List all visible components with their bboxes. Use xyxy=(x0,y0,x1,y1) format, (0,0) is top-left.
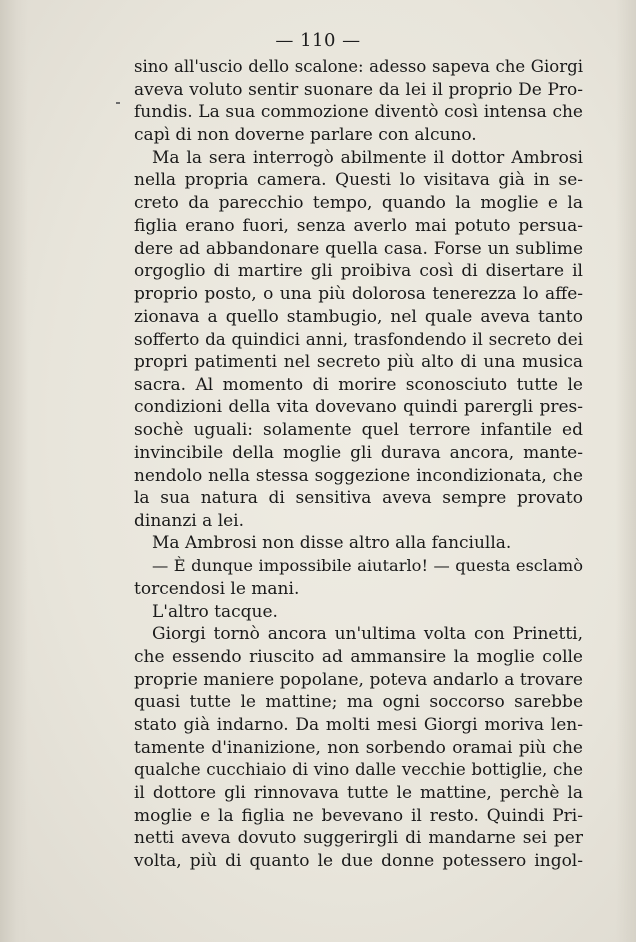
text-line: tamente d'inanizione, non sorbendo oramai più che xyxy=(134,737,583,758)
text-line: zionava a quello stambugio, nel quale aveva tanto xyxy=(134,306,583,327)
text-line: che essendo riuscito ad ammansire la moglie colle xyxy=(134,646,583,667)
page-gutter-shadow xyxy=(0,0,28,942)
text-line: netti aveva dovuto suggerirgli di mandarne sei per xyxy=(134,828,583,849)
text-line: fundis. La sua commozione diventò così intensa che xyxy=(134,102,583,123)
text-line: la sua natura di sensitiva aveva sempre provato xyxy=(134,488,583,509)
body-text xyxy=(134,56,583,873)
page-number: — 110 — xyxy=(275,30,361,51)
text-line: sochè uguali: solamente quel terrore infantile ed xyxy=(134,420,583,440)
text-line: nendolo nella stessa soggezione incondizionata, che xyxy=(134,465,583,486)
text-line: dinanzi a lei. xyxy=(134,510,245,531)
text-line: nella propria camera. Questi lo visitava già in se- xyxy=(134,170,583,191)
text-line: sacra. Al momento di morire sconosciuto tutte le xyxy=(134,374,583,395)
margin-mark xyxy=(116,102,120,104)
text-line: moglie e la figlia ne bevevano il resto. Quindi Pri- xyxy=(134,805,583,826)
text-line: sofferto da quindici anni, trasfondendo il secreto dei xyxy=(134,329,583,350)
text-line: invincibile della moglie gli durava ancora, mante- xyxy=(134,442,583,463)
text-line: creto da parecchio tempo, quando la moglie e la xyxy=(134,193,583,214)
text-line: quasi tutte le mattine; ma ogni soccorso sarebbe xyxy=(134,692,583,713)
text-line: qualche cucchiaio di vino dalle vecchie bottiglie, che xyxy=(134,760,583,780)
text-line: Ma la sera interrogò abilmente il dottor Ambrosi xyxy=(152,147,583,168)
text-line: propri patimenti nel secreto più alto di una musica xyxy=(134,351,583,372)
text-line: stato già indarno. Da molti mesi Giorgi moriva len- xyxy=(134,714,583,735)
text-line: il dottore gli rinnovava tutte le mattine, perchè la xyxy=(134,783,583,803)
text-line: — È dunque impossibile aiutarlo! — questa esclamò xyxy=(152,556,583,576)
text-line: condizioni della vita dovevano quindi parergli pres- xyxy=(134,397,583,418)
text-line: capì di non doverne parlare con alcuno. xyxy=(134,125,477,146)
page-edge-shadow xyxy=(616,0,636,942)
text-line: figlia erano fuori, senza averlo mai potuto persua- xyxy=(134,215,583,236)
text-line: volta, più di quanto le due donne potessero ingol- xyxy=(134,851,583,872)
text-line: sino all'uscio dello scalone: adesso sapeva che Giorgi xyxy=(134,57,583,76)
text-line: Ma Ambrosi non disse altro alla fanciulla. xyxy=(152,533,512,554)
text-line: L'altro tacque. xyxy=(152,601,278,622)
text-line: torcendosi le mani. xyxy=(134,578,300,599)
text-line: proprie maniere popolane, poteva andarlo a trovare xyxy=(134,669,583,690)
text-line: Giorgi tornò ancora un'ultima volta con Prinetti, xyxy=(152,624,583,645)
text-line: proprio posto, o una più dolorosa tenerezza lo affe- xyxy=(134,283,583,304)
text-line: orgoglio di martire gli proibiva così di disertare il xyxy=(134,261,583,282)
text-line: aveva voluto sentir suonare da lei il proprio De Pro- xyxy=(134,79,583,100)
text-line: dere ad abbandonare quella casa. Forse un sublime xyxy=(134,238,583,259)
